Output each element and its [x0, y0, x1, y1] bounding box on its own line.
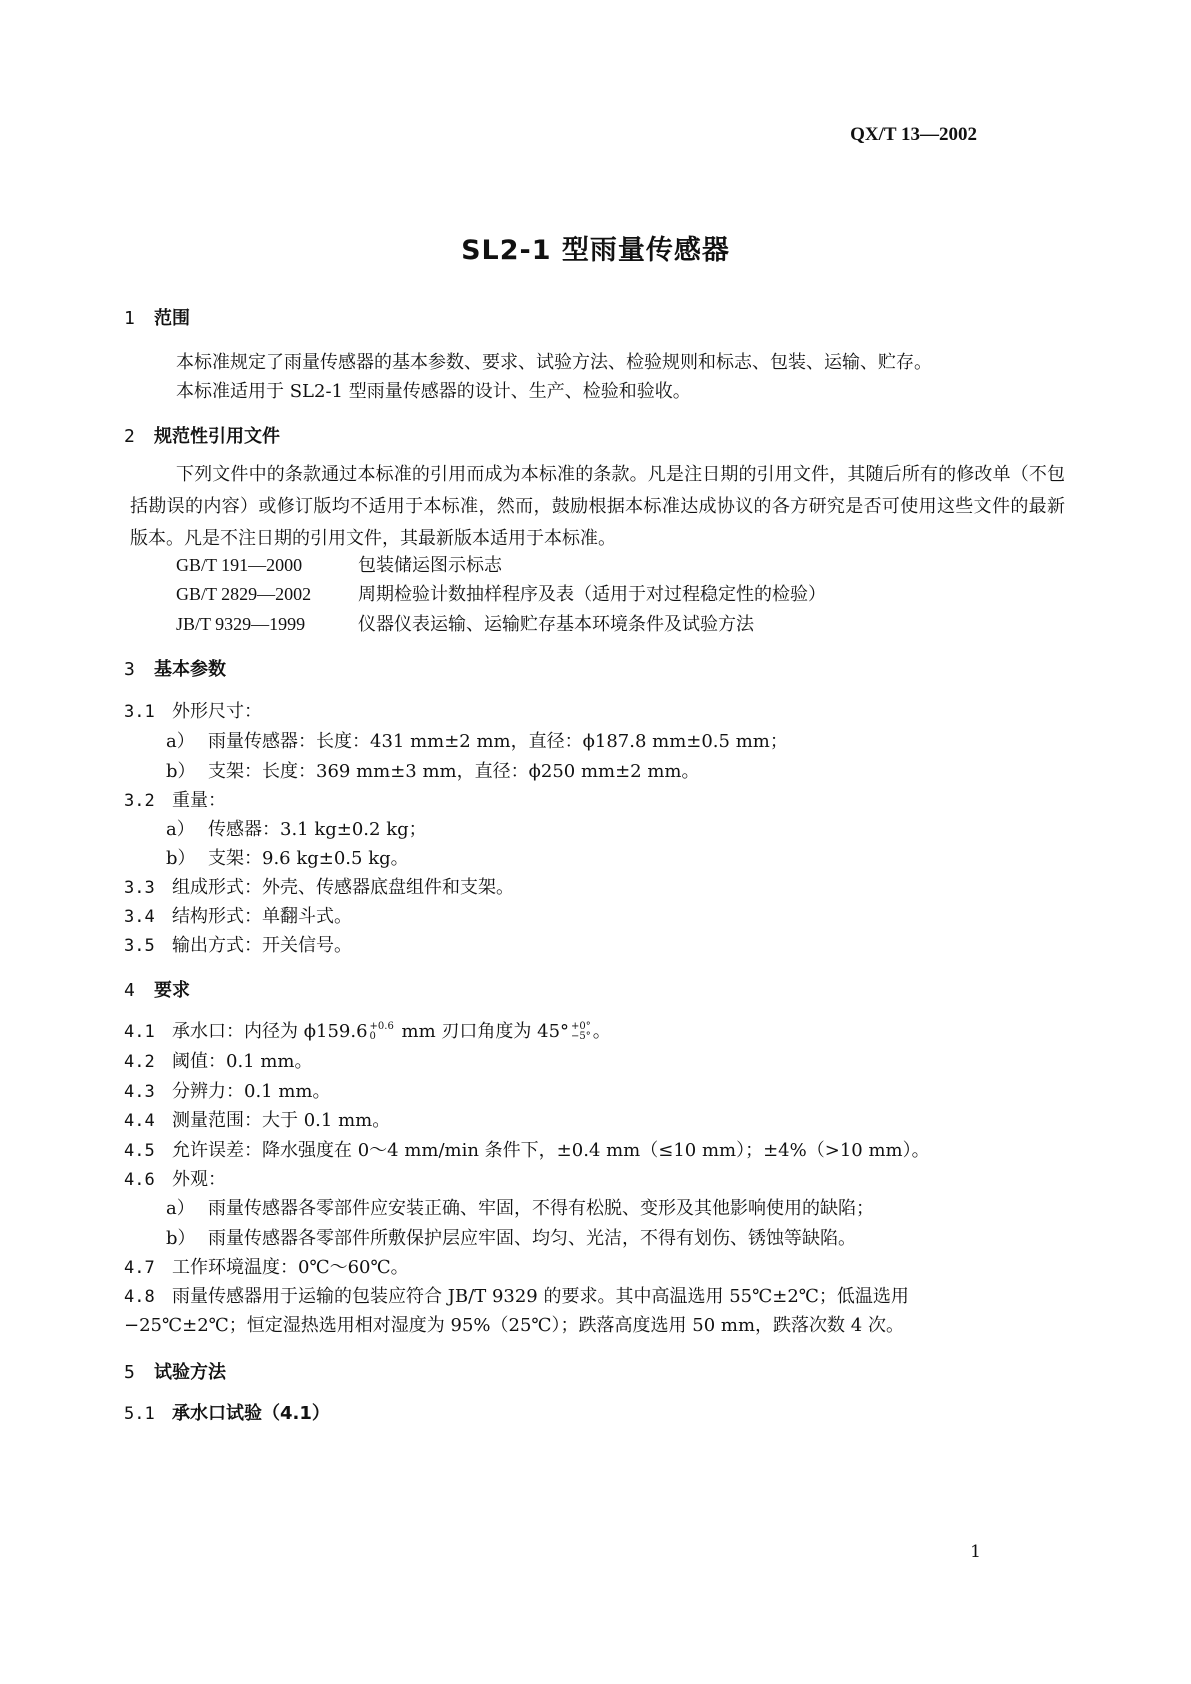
- clause-text: 分辨力：0.1 mm。: [172, 1081, 331, 1102]
- clause-number: 3.3: [124, 878, 155, 898]
- reference-item: [176, 551, 502, 577]
- clause-number: 4.3: [124, 1082, 155, 1102]
- clause-3-1: [124, 697, 262, 723]
- reference-item: [176, 610, 754, 636]
- clause-text: 重量：: [172, 790, 226, 811]
- reference-title: 周期检验计数抽样程序及表（适用于对过程稳定性的检验）: [358, 584, 826, 605]
- page-title: SL2-1 型雨量传感器: [461, 235, 730, 266]
- scope-paragraph-2: 本标准适用于 SL2-1 型雨量传感器的设计、生产、检验和验收。: [176, 381, 691, 402]
- clause-text: 结构形式：单翻斗式。: [172, 906, 352, 927]
- clause-4-5: [124, 1136, 930, 1162]
- section-4-heading: [124, 976, 190, 1002]
- tolerance-lower: 0: [369, 1031, 376, 1042]
- section-number: 5: [124, 1362, 135, 1383]
- clause-number: 5.1: [124, 1404, 155, 1424]
- list-item: [166, 815, 427, 841]
- list-marker: b）: [166, 1228, 196, 1249]
- list-marker: a）: [166, 1198, 195, 1219]
- reference-title: 包装储运图示标志: [358, 555, 502, 576]
- list-item: [166, 727, 788, 753]
- clause-number: 3.2: [124, 791, 155, 811]
- clause-4-8-continued: −25℃±2℃；恒定湿热选用相对湿度为 95%（25℃）；跌落高度选用 50 mm，跌落次数 4 次。: [124, 1315, 904, 1336]
- clause-number: 4.1: [124, 1022, 155, 1042]
- clause-3-2: [124, 786, 226, 812]
- reference-title: 仪器仪表运输、运输贮存基本环境条件及试验方法: [358, 614, 754, 635]
- clause-number: 4.4: [124, 1111, 155, 1131]
- page-number: 1: [970, 1542, 981, 1562]
- clause-3-4: [124, 902, 352, 928]
- reference-code: JB/T 9329—1999: [176, 614, 306, 634]
- clause-number: 4.2: [124, 1052, 155, 1072]
- clause-number: 3.4: [124, 907, 155, 927]
- clause-text: 允许误差：降水强度在 0～4 mm/min 条件下，±0.4 mm（≤10 mm）；±4%（>10 mm）。: [172, 1140, 930, 1161]
- tolerance-upper: +0°: [571, 1021, 591, 1032]
- list-item-text: 支架：长度：369 mm±3 mm，直径：ϕ250 mm±2 mm。: [208, 761, 700, 782]
- clause-3-3: [124, 873, 514, 899]
- list-item-text: 雨量传感器：长度：431 mm±2 mm，直径：ϕ187.8 mm±0.5 mm；: [208, 731, 788, 752]
- clause-4-4: [124, 1106, 390, 1132]
- clause-4-8: [124, 1282, 909, 1308]
- section-title: 基本参数: [154, 659, 226, 680]
- tolerance: [571, 1022, 591, 1042]
- clause-text: 雨量传感器用于运输的包装应符合 JB/T 9329 的要求。其中高温选用 55℃±2℃；低温选用: [172, 1286, 909, 1307]
- clause-text: mm 刃口角度为 45°: [395, 1021, 570, 1042]
- clause-text: 外形尺寸：: [172, 701, 262, 722]
- clause-text: 承水口试验（4.1）: [172, 1403, 330, 1424]
- list-marker: b）: [166, 848, 196, 869]
- list-item: [166, 1194, 874, 1220]
- clause-text: 外观：: [172, 1169, 226, 1190]
- clause-number: 4.6: [124, 1170, 155, 1190]
- reference-code: GB/T 2829—2002: [176, 584, 312, 604]
- scope-paragraph-1: 本标准规定了雨量传感器的基本参数、要求、试验方法、检验规则和标志、包装、运输、贮存。: [176, 352, 932, 373]
- clause-text: 承水口：内径为 ϕ159.6: [172, 1021, 368, 1042]
- reference-code: GB/T 191—2000: [176, 555, 303, 575]
- section-title: 范围: [154, 308, 190, 329]
- section-title: 要求: [154, 980, 190, 1001]
- list-item-text: 雨量传感器各零部件所敷保护层应牢固、均匀、光洁，不得有划伤、锈蚀等缺陷。: [208, 1228, 856, 1249]
- tolerance: [370, 1022, 394, 1042]
- clause-text: 。: [592, 1021, 611, 1042]
- clause-number: 4.5: [124, 1141, 155, 1161]
- references-paragraph: 下列文件中的条款通过本标准的引用而成为本标准的条款。凡是注日期的引用文件，其随后所有的修改单（不包括勘误的内容）或修订版均不适用于本标准，然而，鼓励根据本标准达成协议的各方研究是否可使用这些文件的最新版本。凡是不注日期的引用文件，其最新版本适用于本标准。: [130, 464, 1065, 549]
- clause-number: 3.1: [124, 702, 155, 722]
- section-number: 4: [124, 980, 135, 1001]
- reference-item: [176, 580, 826, 606]
- clause-text: 工作环境温度：0℃～60℃。: [172, 1257, 409, 1278]
- clause-4-2: [124, 1047, 312, 1073]
- clause-4-7: [124, 1253, 409, 1279]
- clause-5-1: [124, 1399, 330, 1425]
- list-marker: a）: [166, 731, 195, 752]
- clause-4-3: [124, 1077, 330, 1103]
- clause-text: 组成形式：外壳、传感器底盘组件和支架。: [172, 877, 514, 898]
- clause-4-6: [124, 1165, 226, 1191]
- list-item: [166, 1224, 856, 1250]
- section-2-heading: [124, 422, 280, 448]
- section-number: 3: [124, 659, 135, 680]
- list-item: [166, 844, 409, 870]
- list-item-text: 支架：9.6 kg±0.5 kg。: [208, 848, 409, 869]
- clause-text: 输出方式：开关信号。: [172, 935, 352, 956]
- list-marker: b）: [166, 761, 196, 782]
- clause-4-1: [124, 1017, 611, 1043]
- section-1-heading: [124, 304, 190, 330]
- clause-number: 3.5: [124, 936, 155, 956]
- list-marker: a）: [166, 819, 195, 840]
- section-number: 2: [124, 426, 135, 447]
- clause-number: 4.7: [124, 1258, 155, 1278]
- clause-text: 阈值：0.1 mm。: [172, 1051, 313, 1072]
- tolerance-lower: −5°: [571, 1031, 591, 1042]
- clause-number: 4.8: [124, 1287, 155, 1307]
- list-item-text: 传感器：3.1 kg±0.2 kg；: [208, 819, 427, 840]
- section-title: 试验方法: [154, 1362, 226, 1383]
- standard-code: QX/T 13—2002: [850, 124, 977, 145]
- section-3-heading: [124, 655, 226, 681]
- tolerance-upper: +0.6: [369, 1021, 394, 1032]
- clause-3-5: [124, 931, 352, 957]
- clause-text: 测量范围：大于 0.1 mm。: [172, 1110, 391, 1131]
- section-5-heading: [124, 1358, 226, 1384]
- section-number: 1: [124, 308, 135, 329]
- list-item: [166, 757, 699, 783]
- section-title: 规范性引用文件: [154, 426, 280, 447]
- list-item-text: 雨量传感器各零部件应安装正确、牢固，不得有松脱、变形及其他影响使用的缺陷；: [208, 1198, 874, 1219]
